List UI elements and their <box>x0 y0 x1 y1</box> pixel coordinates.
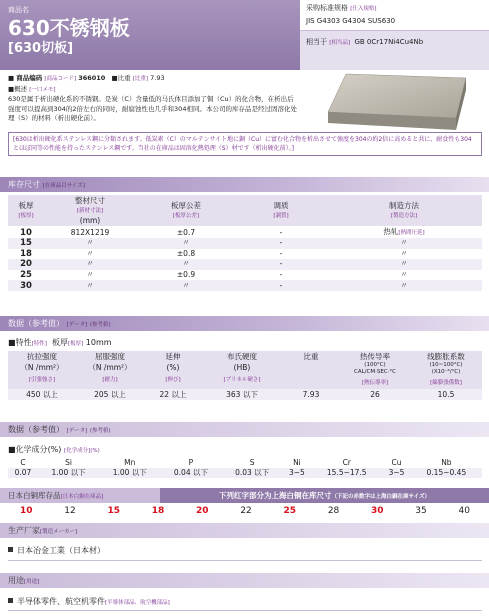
equiv-value: GB 0Cr17Ni4Cu4Nb <box>354 38 424 46</box>
header <box>0 0 489 70</box>
chem-elements-row: C Si Mn P S Ni Cr Cu Nb <box>20 458 452 467</box>
table-row: 18 〃 ±0.8 - 〃 <box>20 248 408 259</box>
gravity-label: 比重 <box>117 74 131 82</box>
col-size: 整材尺寸 [新材寸法] (mm) <box>44 195 136 227</box>
stock-thickness-value: 35 <box>415 506 427 516</box>
col-thickness: 板厚 [板厚] <box>8 195 44 227</box>
equivalent-spec <box>300 31 489 70</box>
divider <box>8 610 482 611</box>
page-subtitle: [630切板] <box>8 41 74 56</box>
inventory-table <box>8 195 482 291</box>
standard-sub: [仕入規格] <box>350 6 377 12</box>
specs-heading: ■特性[特性] 板厚[板厚] 10mm <box>8 338 112 347</box>
japanese-note: [630は析出硬化系ステンレス鋼に分類されます。低炭素（C）のマルテンサイト地に銅（Cu）に富む化合物を析出させて強度を304の約2倍に高めると共に、耐食性も304とほぼ同等の性能を持ったステンレス鋼です。当社の在庫品は固溶化熱処理（S）材です（析出硬化前）。] <box>8 132 482 156</box>
equiv-sub: [相当品] <box>329 40 351 46</box>
properties-header: 抗拉强度 （N /mm²） [引張強さ] 屈服强度 （N /mm²） [耐力] 延伸 (%) [伸び] 布氏硬度 (HB) [ブリネル硬さ] 比重 热传导率 (100°C) CAL/CM·SEC·°C [熱伝導率] 线膨胀系数 (10~100°C) (X10⁻⁶/°C) [線膨張係数] <box>8 351 482 389</box>
gravity-sub: [比重] <box>132 76 149 82</box>
maker-band: 生产厂家[製造メーカー] <box>0 523 489 538</box>
stock-thickness-value: 28 <box>327 506 340 516</box>
stock-thickness-value: 22 <box>240 506 252 516</box>
chem-heading: ■化学成分(%) [化学成分](%) <box>8 445 100 454</box>
table-row: 20 〃 〃 - 〃 <box>8 259 482 270</box>
usage-value-sub: [半導体部品、航空機部品] <box>105 600 170 606</box>
usage-band: 用途[用途] <box>0 573 489 588</box>
title-block <box>0 0 300 70</box>
maker-item <box>8 545 105 556</box>
properties-values: 450 以上 205 以上 22 以上 363 以下 7.93 26 10.5 <box>8 389 482 400</box>
col-temper: 调质 [調質] <box>236 195 326 227</box>
stock-thickness-value: 25 <box>283 506 297 516</box>
steel-plate-image <box>306 72 482 138</box>
data-band <box>0 316 489 331</box>
table-row: 15 〃 〃 - 〃 <box>8 238 482 249</box>
product-info: ■ 商品编码 [商品コード] 366010 ■比重 [比重] 7.93 ■概述 [一口メモ] 630是属于析出硬化系的不锈钢。是炭（C）含量低的马氏体目添加了铜（Cu）的化合物，在析出后强度可以提高到304的2倍左右的同时，耐腐蚀性也几乎和304相同。本公司的库存品是经过固溶化处理（S）的材料（析出硬化前）。 <box>8 74 297 122</box>
specs-thickness: 10mm <box>85 338 112 347</box>
summary-sub: [一口メモ] <box>29 86 56 93</box>
chemistry-table <box>8 458 482 478</box>
data-band-2 <box>0 422 489 437</box>
table-row: 10 812X1219 ±0.7 - 热轧[熱間圧延] <box>20 227 425 238</box>
stock-thickness-value: 18 <box>151 506 165 516</box>
stock-thickness-value: 15 <box>107 506 121 516</box>
code-value: 366010 <box>78 74 106 82</box>
stock-thickness-list <box>8 506 482 516</box>
inventory-band <box>0 177 489 192</box>
usage-item <box>8 596 170 607</box>
equiv-label: 相当于 <box>306 38 327 46</box>
stock-note: 下列红字部分为上海白铜在库尺寸 <box>218 491 332 500</box>
inventory-band-label: 库存尺寸 <box>8 180 40 189</box>
stock-thickness-value: 20 <box>196 506 209 516</box>
page-title: 630不锈钢板 <box>8 16 130 40</box>
table-row: 30 〃 〃 - 〃 <box>8 280 482 291</box>
properties-table <box>8 351 482 400</box>
standard-block <box>300 0 489 70</box>
stock-thickness-value: 30 <box>371 506 384 516</box>
data-band2-sub2: (参考値) <box>89 428 111 434</box>
data-band2-sub: [データ] <box>66 428 88 434</box>
table-row: 25 〃 ±0.9 - 〃 <box>20 270 408 281</box>
stock-thickness-value: 10 <box>20 506 33 516</box>
category-label: 商品名 <box>8 6 29 14</box>
maker-value: 日本冶金工業（日本材） <box>17 546 105 555</box>
inventory-band-sub: [在庫品目サイズ] <box>42 183 85 189</box>
stock-thickness-value: 40 <box>458 506 470 516</box>
standard-spec <box>300 0 489 31</box>
stock-thickness-value: 12 <box>64 506 76 516</box>
gravity-value: 7.93 <box>150 74 165 82</box>
stock-band: 日本白铜库存品[日本白銅在庫品] 下列红字部分为上海白铜在库尺寸（下記の赤数字は上海白銅在庫サイズ） <box>0 488 489 503</box>
chem-values-row: 0.07 1.00 以下 1.00 以下 0.04 以下 0.03 以下 3~5 15.5~17.5 3~5 0.15~0.45 <box>8 468 482 478</box>
col-tolerance: 板厚公差 [板厚公差] <box>136 195 236 227</box>
code-sub: [商品コード] <box>44 76 77 82</box>
data-band-sub2: (参考値) <box>89 322 111 328</box>
standard-value: JIS G4303 G4304 SUS630 <box>306 17 396 25</box>
inventory-header-row <box>8 195 482 227</box>
divider <box>8 560 482 561</box>
summary-text: 630是属于析出硬化系的不锈钢。是炭（C）含量低的马氏体目添加了铜（Cu）的化合物，在析出后强度可以提高到304的2倍左右的同时，耐腐蚀性也几乎和304相同。本公司的库存品是经过固溶化处理（S）的材料（析出硬化前）。 <box>8 95 297 122</box>
col-method: 制造方法 [製造方法] <box>326 195 482 227</box>
code-label: 商品编码 <box>16 74 43 82</box>
standard-label: 采购标准规格 <box>306 4 348 12</box>
data-band2-label: 数据（参考值） <box>8 425 64 434</box>
data-band-label: 数据（参考值） <box>8 319 64 328</box>
data-band-sub: [データ] <box>66 322 88 328</box>
usage-value: 半导体零件、航空机零件 <box>17 597 105 606</box>
summary-label: 概述 <box>14 84 28 93</box>
